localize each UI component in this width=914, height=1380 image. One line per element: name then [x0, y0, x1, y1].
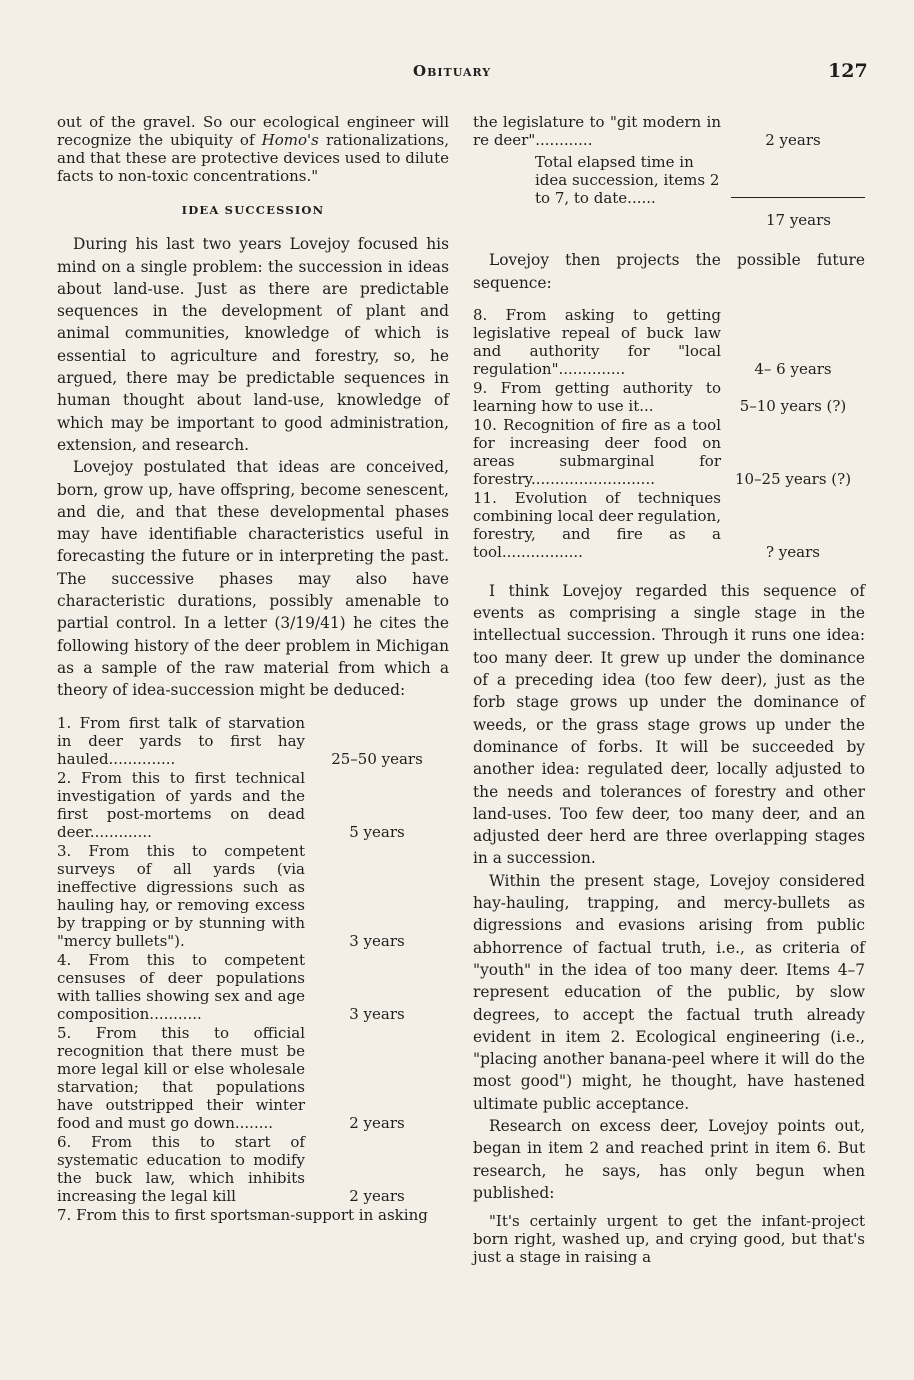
duration: 10–25 years (?)	[734, 469, 852, 488]
body-paragraph: Lovejoy postulated that ideas are conceived, born, grow up, have offspring, become senescent, and die, and that these developmental phases may have identifiable characteristics useful in forecasting the future or in interpreting the past. The successive phases may also have characteristic durations, possibly amenable to partial control. In a letter (3/19/41) he cites the following history of the deer problem in Michigan as a sample of the raw material from which a theory of idea-succession might be deduced:	[57, 458, 449, 700]
body-paragraph: Within the present stage, Lovejoy considered hay-hauling, trapping, and mercy-bullets as digressions and evasions arising from public abhorrence of factual truth, i.e., as criteria of "youth" in the idea of too many deer. Items 4–7 represent education of the public, by slow degrees, to accept the factual truth already evident in item 2. Ecological engineering (i.e., "placing another banana-peel where it will do the most good") might, he thought, have hastened ultimate public acceptance.	[473, 871, 865, 1113]
list-item: 10. Recognition of fire as a tool for increasing deer food on areas submarginal for forestry.......................... 10–25 years (?)	[473, 416, 865, 488]
duration: 25–50 years	[331, 749, 423, 768]
intro-paragraph: out of the gravel. So our ecological engineer will recognize the ubiquity of Homo's rationalizations, and that these are protective devices used to dilute facts to non-toxic concentrations."	[57, 113, 449, 185]
list-item: 3. From this to competent surveys of all yards (via ineffective digressions such as hauling hay, or removing excess by trapping or by stunning with "mercy bullets"). 3 years	[57, 842, 449, 950]
body-paragraph: Lovejoy then projects the possible future sequence:	[473, 251, 865, 292]
total-value: 17 years	[765, 211, 831, 229]
duration: 4– 6 years	[754, 359, 832, 378]
list-item: 8. From asking to getting legislative repeal of buck law and authority for "local regulation".............. 4– 6 years	[473, 306, 865, 378]
duration: 2 years	[349, 1113, 405, 1132]
running-title: Obituary	[413, 62, 492, 80]
duration: 2 years	[349, 1186, 405, 1205]
duration: ? years	[766, 542, 820, 561]
total-rule	[731, 197, 865, 198]
total-elapsed: Total elapsed time in idea succession, items 2 to 7, to date......	[473, 153, 865, 207]
list-item: 6. From this to start of systematic education to modify the buck law, which inhibits increasing the legal kill 2 years	[57, 1133, 449, 1205]
idea-succession-list	[57, 714, 449, 1224]
duration: 5–10 years (?)	[739, 396, 847, 415]
future-sequence-list	[473, 306, 865, 561]
list-item: 2. From this to first technical investigation of yards and the first post-mortems on dead deer............. 5 years	[57, 769, 449, 841]
page-number: 127	[828, 60, 868, 82]
list-item: 5. From this to official recognition that there must be more legal kill or else wholesale starvation; that populations have outstripped their winter food and must go down........ 2 years	[57, 1024, 449, 1132]
duration: 3 years	[349, 1004, 405, 1023]
duration: 2 years	[765, 131, 821, 149]
list-item: 11. Evolution of techniques combining local deer regulation, forestry, and fire as a tool................. ? years	[473, 489, 865, 561]
list-item-continued: the legislature to "git modern in re deer"............ 2 years	[473, 113, 865, 149]
body-paragraph: Research on excess deer, Lovejoy points out, began in item 2 and reached print in item 6. But research, he says, has only begun when published:	[473, 1117, 865, 1202]
list-item: 7. From this to first sportsman-support in asking	[57, 1205, 428, 1224]
duration: 3 years	[349, 931, 405, 950]
page-header	[0, 62, 914, 84]
right-column	[473, 113, 865, 1266]
quotation: "It's certainly urgent to get the infant-project born right, washed up, and crying good, but that's just a stage in raising a	[473, 1212, 865, 1267]
duration: 5 years	[349, 822, 405, 841]
list-item: 9. From getting authority to learning how to use it... 5–10 years (?)	[473, 379, 865, 415]
list-item: 4. From this to competent censuses of deer populations with tallies showing sex and age composition........... 3 years	[57, 951, 449, 1023]
body-paragraph: During his last two years Lovejoy focused his mind on a single problem: the succession in ideas about land-use. Just as there are predictable sequences in the development of plant and animal communities, knowledge of which is essential to agriculture and forestry, so, he argued, there may be predictable sequences in human thought about land-use, knowledge of which may be important to good administration, extension, and research.	[57, 235, 449, 454]
left-column	[57, 113, 449, 1225]
body-paragraph: I think Lovejoy regarded this sequence of events as comprising a single stage in the intellectual succession. Through it runs one idea: too many deer. It grew up under the dominance of a preceding idea (too few deer), just as the forb stage grows up under the dominance of weeds, or the grass stage grows up under the dominance of forbs. It will be succeeded by another idea: regulated deer, locally adjusted to the needs and tolerances of forestry and other land-uses. Too few deer, too many deer, and an adjusted deer herd are three overlapping stages in a succession.	[473, 581, 865, 868]
list-item: 1. From first talk of starvation in deer yards to first hay hauled.............. 25–50 years	[57, 714, 449, 768]
section-heading: IDEA SUCCESSION	[181, 203, 325, 217]
